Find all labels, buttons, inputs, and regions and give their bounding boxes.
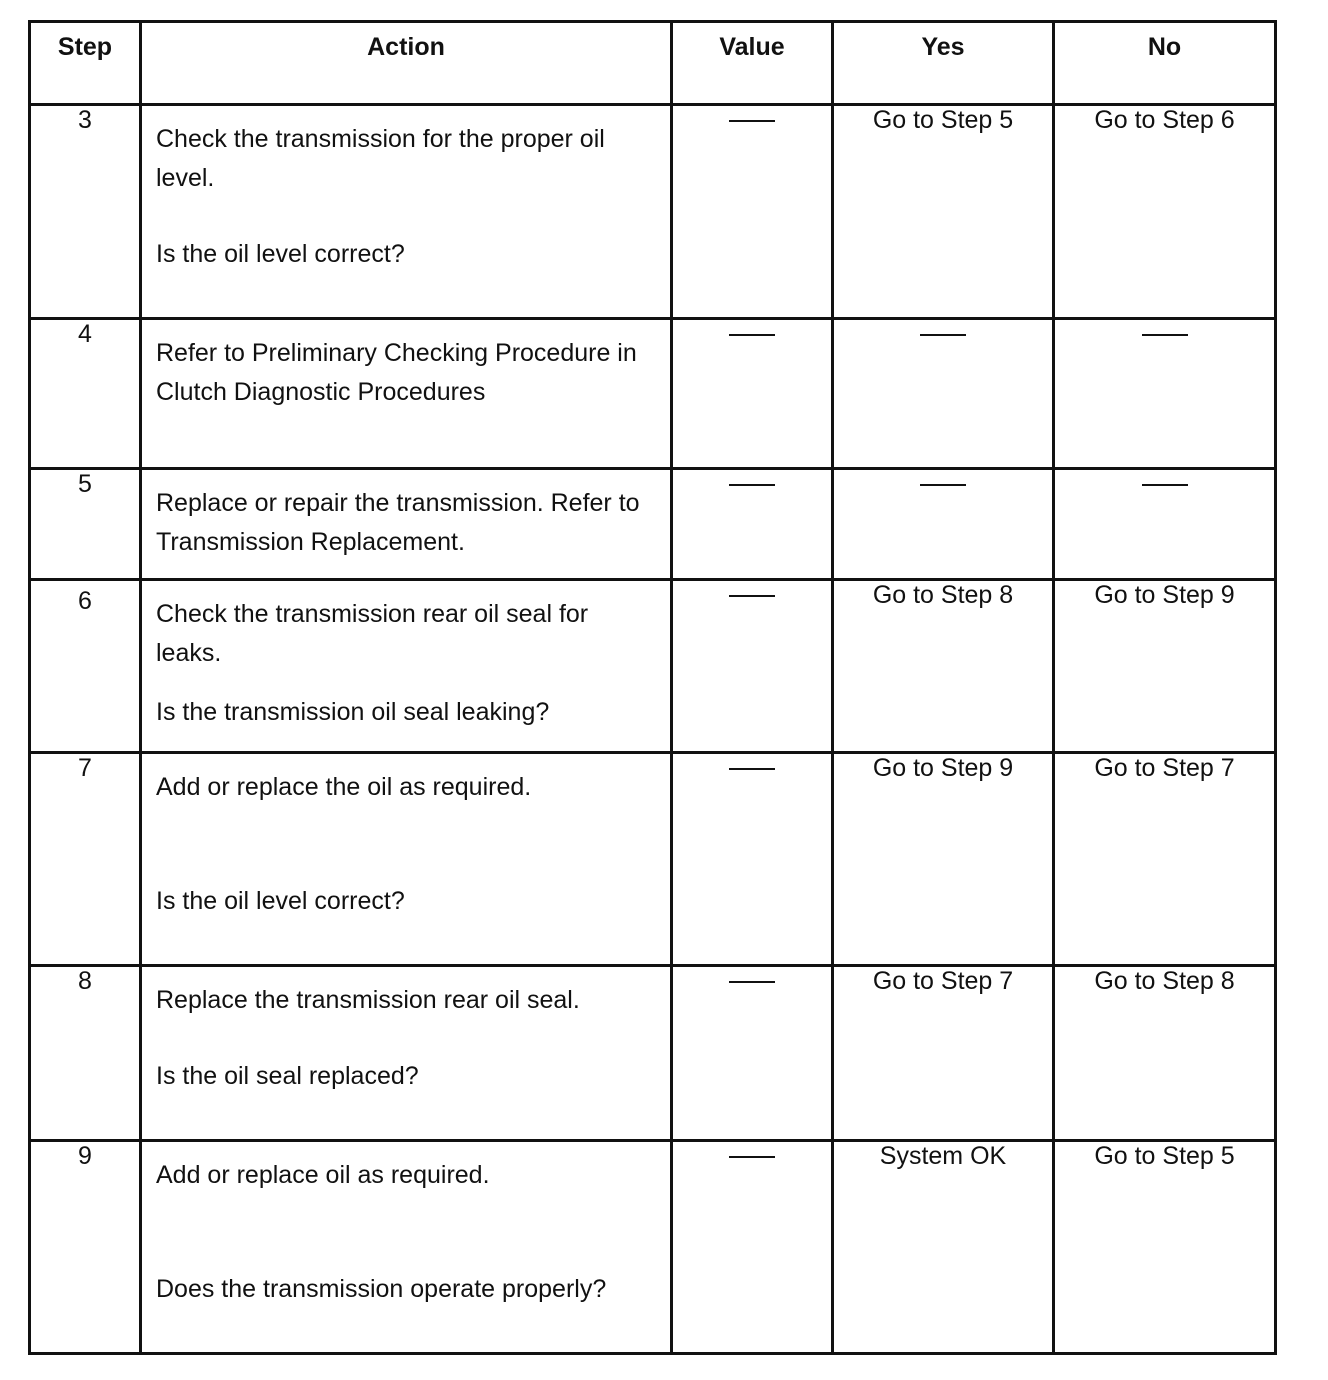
value-cell bbox=[672, 753, 833, 966]
no-cell: Go to Step 9 bbox=[1054, 580, 1276, 753]
yes-cell: Go to Step 8 bbox=[833, 580, 1054, 753]
no-cell: Go to Step 7 bbox=[1054, 753, 1276, 966]
table-row bbox=[30, 966, 1276, 1141]
value-cell bbox=[672, 469, 833, 580]
action-text: Replace the transmission rear oil seal. bbox=[156, 986, 580, 1014]
action-cell bbox=[141, 319, 672, 469]
table-row bbox=[30, 469, 1276, 580]
table-row bbox=[30, 105, 1276, 319]
action-cell bbox=[141, 1141, 672, 1354]
action-cell bbox=[141, 105, 672, 319]
no-cell: Go to Step 8 bbox=[1054, 966, 1276, 1141]
action-cell bbox=[141, 580, 672, 753]
header-no: No bbox=[1054, 22, 1276, 105]
header-value: Value bbox=[672, 22, 833, 105]
no-cell bbox=[1054, 319, 1276, 469]
dash-mark bbox=[729, 484, 775, 486]
value-cell bbox=[672, 319, 833, 469]
header-row bbox=[30, 22, 1276, 105]
step-cell: 7 bbox=[30, 753, 141, 966]
step-cell: 4 bbox=[30, 319, 141, 469]
action-cell bbox=[141, 966, 672, 1141]
value-cell bbox=[672, 580, 833, 753]
step-cell: 8 bbox=[30, 966, 141, 1141]
value-cell bbox=[672, 1141, 833, 1354]
dash-mark bbox=[729, 595, 775, 597]
dash-mark bbox=[729, 981, 775, 983]
dash-mark bbox=[729, 768, 775, 770]
header-action: Action bbox=[141, 22, 672, 105]
diagnostic-table bbox=[28, 20, 1277, 1355]
dash-mark bbox=[1142, 334, 1188, 336]
step-cell: 9 bbox=[30, 1141, 141, 1354]
action-question: Is the oil level correct? bbox=[156, 887, 405, 915]
dash-mark bbox=[729, 120, 775, 122]
action-cell bbox=[141, 753, 672, 966]
action-text: Replace or repair the transmission. Refer to Transmission Replacement. bbox=[156, 489, 640, 556]
action-text: Refer to Preliminary Checking Procedure in Clutch Diagnostic Procedures bbox=[156, 339, 637, 406]
no-cell: Go to Step 6 bbox=[1054, 105, 1276, 319]
action-text: Check the transmission rear oil seal for leaks. bbox=[156, 600, 589, 667]
action-text: Check the transmission for the proper oil level. bbox=[156, 125, 605, 192]
dash-mark bbox=[729, 334, 775, 336]
action-question: Does the transmission operate properly? bbox=[156, 1275, 607, 1303]
action-text: Add or replace the oil as required. bbox=[156, 773, 532, 801]
step-cell: 6 bbox=[30, 580, 141, 753]
no-cell bbox=[1054, 469, 1276, 580]
no-cell: Go to Step 5 bbox=[1054, 1141, 1276, 1354]
table-row bbox=[30, 753, 1276, 966]
dash-mark bbox=[920, 484, 966, 486]
yes-cell bbox=[833, 319, 1054, 469]
action-question: Is the oil level correct? bbox=[156, 240, 405, 268]
dash-mark bbox=[729, 1156, 775, 1158]
yes-cell: Go to Step 9 bbox=[833, 753, 1054, 966]
action-cell bbox=[141, 469, 672, 580]
dash-mark bbox=[1142, 484, 1188, 486]
action-question: Is the oil seal replaced? bbox=[156, 1062, 419, 1090]
value-cell bbox=[672, 966, 833, 1141]
table-row bbox=[30, 580, 1276, 753]
table-row bbox=[30, 319, 1276, 469]
step-cell: 5 bbox=[30, 469, 141, 580]
action-text: Add or replace oil as required. bbox=[156, 1161, 490, 1189]
header-step: Step bbox=[30, 22, 141, 105]
yes-cell: Go to Step 7 bbox=[833, 966, 1054, 1141]
table-row bbox=[30, 1141, 1276, 1354]
action-question: Is the transmission oil seal leaking? bbox=[156, 698, 550, 726]
dash-mark bbox=[920, 334, 966, 336]
yes-cell bbox=[833, 469, 1054, 580]
yes-cell: Go to Step 5 bbox=[833, 105, 1054, 319]
value-cell bbox=[672, 105, 833, 319]
yes-cell: System OK bbox=[833, 1141, 1054, 1354]
header-yes: Yes bbox=[833, 22, 1054, 105]
step-cell: 3 bbox=[30, 105, 141, 319]
